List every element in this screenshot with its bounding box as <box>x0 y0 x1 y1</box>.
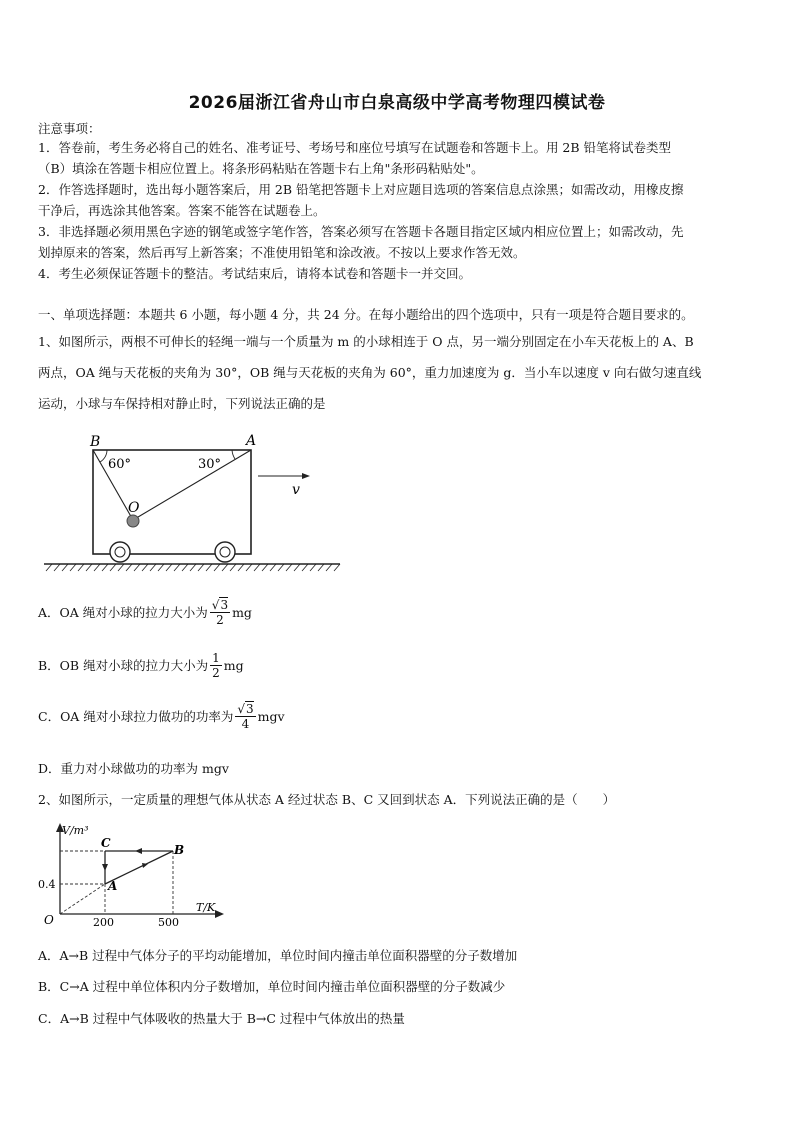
vt-graph <box>38 820 228 932</box>
q1-option-b-numerator: 1 <box>212 651 220 665</box>
q1-option-c[interactable] <box>38 702 285 731</box>
notice-item-2b: 干净后，再选涂其他答案。答案不能答在试题卷上。 <box>38 203 326 218</box>
q1-stem-line3: 运动，小球与车保持相对静止时，下列说法正确的是 <box>38 396 326 411</box>
q1-option-a-numerator: 3 <box>220 598 229 612</box>
angle-60: 60° <box>108 457 132 472</box>
q2-option-c[interactable]: C．A→B 过程中气体吸收的热量大于 B→C 过程中气体放出的热量 <box>38 1011 405 1026</box>
q1-option-d[interactable]: D．重力对小球做功的功率为 mgv <box>38 761 229 776</box>
q1-option-c-suffix: mgv <box>257 709 285 724</box>
label-o: O <box>128 500 140 516</box>
q1-option-a[interactable] <box>38 598 252 627</box>
rope-oa <box>133 450 251 520</box>
point-b-label: B <box>174 843 185 857</box>
origin-label: O <box>44 913 54 927</box>
x-tick-200: 200 <box>93 916 114 929</box>
arrow-b-c <box>135 848 142 854</box>
point-a-label: A <box>108 879 118 893</box>
angle-arc-b <box>100 450 107 462</box>
notice-item-3a: 3．非选择题必须用黑色字迹的钢笔或签字笔作答，答案必须写在答题卡各题目指定区域内相应位置上；如需改动，先 <box>38 224 684 239</box>
q1-option-c-fraction: $\frac{√3}{4}$ <box>237 702 254 731</box>
wheel-right <box>215 542 235 562</box>
y-axis-label: V/m³ <box>62 824 89 837</box>
angle-30: 30° <box>198 457 222 472</box>
notice-item-1a: 1．答卷前，考生务必将自己的姓名、准考证号、考场号和座位号填写在试题卷和答题卡上。用 2B 铅笔将试卷类型 <box>38 140 672 155</box>
y-tick-label: 0.4 <box>38 878 56 891</box>
q1-option-c-numerator: 3 <box>245 702 254 716</box>
arrow-c-a <box>102 864 108 871</box>
x-axis-label: T/K <box>196 901 216 914</box>
q1-option-b[interactable] <box>38 651 244 680</box>
wheel-left <box>110 542 130 562</box>
notice-item-4: 4．考生必须保证答题卡的整洁。考试结束后，请将本试卷和答题卡一并交回。 <box>38 266 471 281</box>
notice-item-1b: （B）填涂在答题卡相应位置上。将条形码粘贴在答题卡右上角"条形码粘贴处"。 <box>38 161 484 176</box>
x-tick-500: 500 <box>158 916 179 929</box>
q2-option-b[interactable]: B．C→A 过程中单位体积内分子数增加，单位时间内撞击单位面积器壁的分子数减少 <box>38 979 506 994</box>
notice-item-2a: 2．作答选择题时，选出每小题答案后，用 2B 铅笔把答题卡上对应题目选项的答案信息点涂黑；如需改动，用橡皮擦 <box>38 182 684 197</box>
notice-heading: 注意事项： <box>38 121 101 136</box>
q2-option-a[interactable]: A．A→B 过程中气体分子的平均动能增加，单位时间内撞击单位面积器壁的分子数增加 <box>38 948 518 963</box>
q1-option-a-prefix: A．OA 绳对小球的拉力大小为 <box>38 605 208 620</box>
q2-stem: 2、如图所示，一定质量的理想气体从状态 A 经过状态 B、C 又回到状态 A．下列说法正确的是（ ） <box>38 792 616 807</box>
label-a: A <box>246 433 257 449</box>
q1-option-a-suffix: mg <box>232 605 252 620</box>
velocity-arrow-head <box>302 473 310 479</box>
q1-option-a-fraction: $\frac{√3}{2}$ <box>211 598 229 627</box>
point-c-label: C <box>101 836 111 850</box>
q1-option-a-denominator: 2 <box>216 613 224 627</box>
ground-hatch <box>46 564 340 571</box>
x-axis-arrow <box>215 910 224 918</box>
q1-option-b-fraction <box>210 651 222 680</box>
q1-option-c-denominator: 4 <box>241 717 250 731</box>
ball <box>127 515 139 527</box>
angle-arc-a <box>232 450 235 459</box>
cart-figure <box>40 428 350 578</box>
q1-option-b-suffix: mg <box>223 658 244 673</box>
q1-option-b-denominator: 2 <box>212 666 220 680</box>
label-v: v <box>292 482 300 498</box>
page-title: 2026届浙江省舟山市白泉高级中学高考物理四模试卷 <box>188 93 606 113</box>
label-b: B <box>90 434 101 450</box>
q1-stem-line2: 两点，OA 绳与天花板的夹角为 30°，OB 绳与天花板的夹角为 60°，重力加速度为 g．当小车以速度 v 向右做匀速直线 <box>38 365 702 380</box>
q1-option-c-prefix: C．OA 绳对小球拉力做功的功率为 <box>38 709 234 724</box>
section-heading: 一、单项选择题：本题共 6 小题，每小题 4 分，共 24 分。在每小题给出的四个选项中，只有一项是符合题目要求的。 <box>38 307 694 322</box>
notice-item-3b: 划掉原来的答案，然后再写上新答案；不准使用铅笔和涂改液。不按以上要求作答无效。 <box>38 245 526 260</box>
q1-option-b-prefix: B．OB 绳对小球的拉力大小为 <box>38 658 209 673</box>
q1-stem-line1: 1、如图所示，两根不可伸长的轻绳一端与一个质量为 m 的小球相连于 O 点，另一端分别固定在小车天花板上的 A、B <box>38 334 694 349</box>
